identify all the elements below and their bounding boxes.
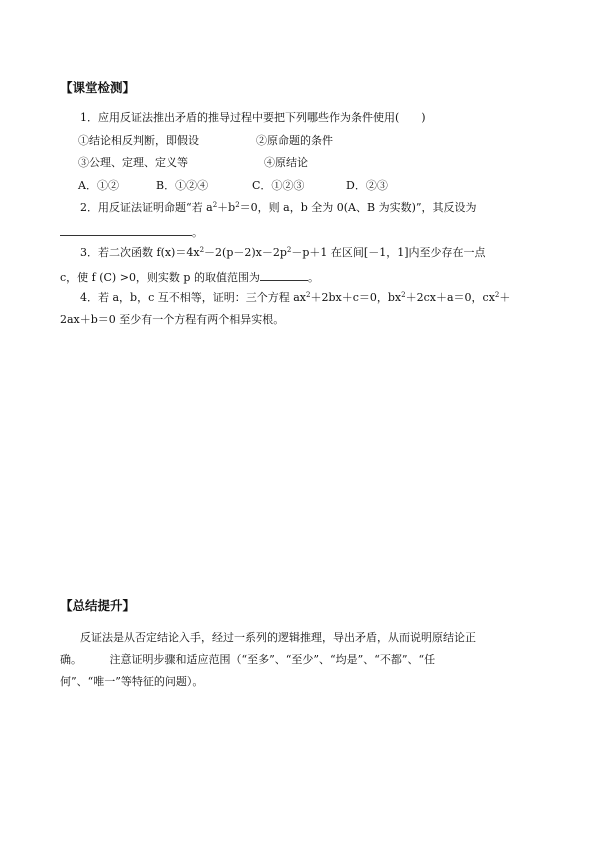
question-3-answer-blank[interactable] bbox=[260, 268, 308, 281]
question-1-item-4: ④原结论 bbox=[264, 156, 308, 169]
question-3-text-d: c，使 f (C) >0，则实数 p 的取值范围为 bbox=[60, 271, 260, 284]
question-2-answer-blank[interactable] bbox=[60, 223, 192, 236]
question-2-text-a: 2．用反证法证明命题“若 a bbox=[80, 201, 213, 214]
question-4-text-d: ＋ bbox=[499, 291, 511, 304]
question-3-line-1 bbox=[80, 245, 486, 261]
question-4-text-a: 4．若 a，b，c 互不相等，证明：三个方程 ax bbox=[80, 291, 307, 304]
question-1-item-2: ②原命题的条件 bbox=[256, 134, 333, 147]
question-2-text-c: ＝0，则 a，b 全为 0(A、B 为实数)”，其反设为 bbox=[239, 201, 477, 214]
section-heading-summary: 【总结提升】 bbox=[60, 598, 136, 613]
question-3-text-c: －p＋1 在区间[－1，1]内至少存在一点 bbox=[291, 246, 486, 259]
question-4-exponent-c: 2 bbox=[494, 291, 500, 299]
question-2-exponent-b: 2 bbox=[235, 201, 240, 209]
summary-line-2: 确。 注意证明步骤和适应范围（“至多”、“至少”、“均是”、“不都”、“任 bbox=[60, 653, 436, 666]
question-3-text-a: 3．若二次函数 f(x)＝4x bbox=[80, 246, 200, 259]
question-4-exponent-b: 2 bbox=[401, 291, 406, 299]
question-3-line-2 bbox=[60, 268, 319, 286]
question-3-text-b: －2(p－2)x－2p bbox=[204, 246, 287, 259]
question-1-item-3: ③公理、定理、定义等 bbox=[78, 156, 188, 169]
question-2-exponent-a: 2 bbox=[212, 201, 218, 209]
question-2-line-1 bbox=[80, 200, 477, 216]
question-1-option-d: D．②③ bbox=[346, 179, 388, 192]
question-3-exponent-b: 2 bbox=[286, 246, 292, 254]
question-1-item-1: ①结论相反判断，即假设 bbox=[78, 134, 199, 147]
question-4-text-b: ＋2bx＋c＝0，bx bbox=[310, 291, 402, 304]
question-1-option-a: A．①② bbox=[78, 179, 119, 192]
question-1-option-c: C．①②③ bbox=[252, 179, 305, 192]
question-2-text-b: ＋b bbox=[217, 201, 236, 214]
question-3-line-end: 。 bbox=[307, 271, 319, 284]
summary-line-3: 何”、“唯一”等特征的问题）。 bbox=[60, 675, 204, 688]
section-heading-classroom-check: 【课堂检测】 bbox=[60, 80, 136, 95]
question-4-line-2: 2ax＋b＝0 至少有一个方程有两个相异实根。 bbox=[60, 313, 285, 326]
summary-line-1: 反证法是从否定结论入手，经过一系列的逻辑推理，导出矛盾，从而说明原结论正 bbox=[80, 631, 476, 644]
question-3-exponent-a: 2 bbox=[199, 246, 205, 254]
question-4-line-1 bbox=[80, 290, 510, 306]
question-2-line-end: 。 bbox=[192, 226, 203, 239]
question-1-option-b: B．①②④ bbox=[156, 179, 209, 192]
question-4-text-c: ＋2cx＋a＝0，cx bbox=[405, 291, 495, 304]
question-4-exponent-a: 2 bbox=[306, 291, 311, 299]
question-2-line-2 bbox=[60, 223, 203, 241]
question-1-stem: 1．应用反证法推出矛盾的推导过程中要把下列哪些作为条件使用( ) bbox=[80, 111, 426, 124]
